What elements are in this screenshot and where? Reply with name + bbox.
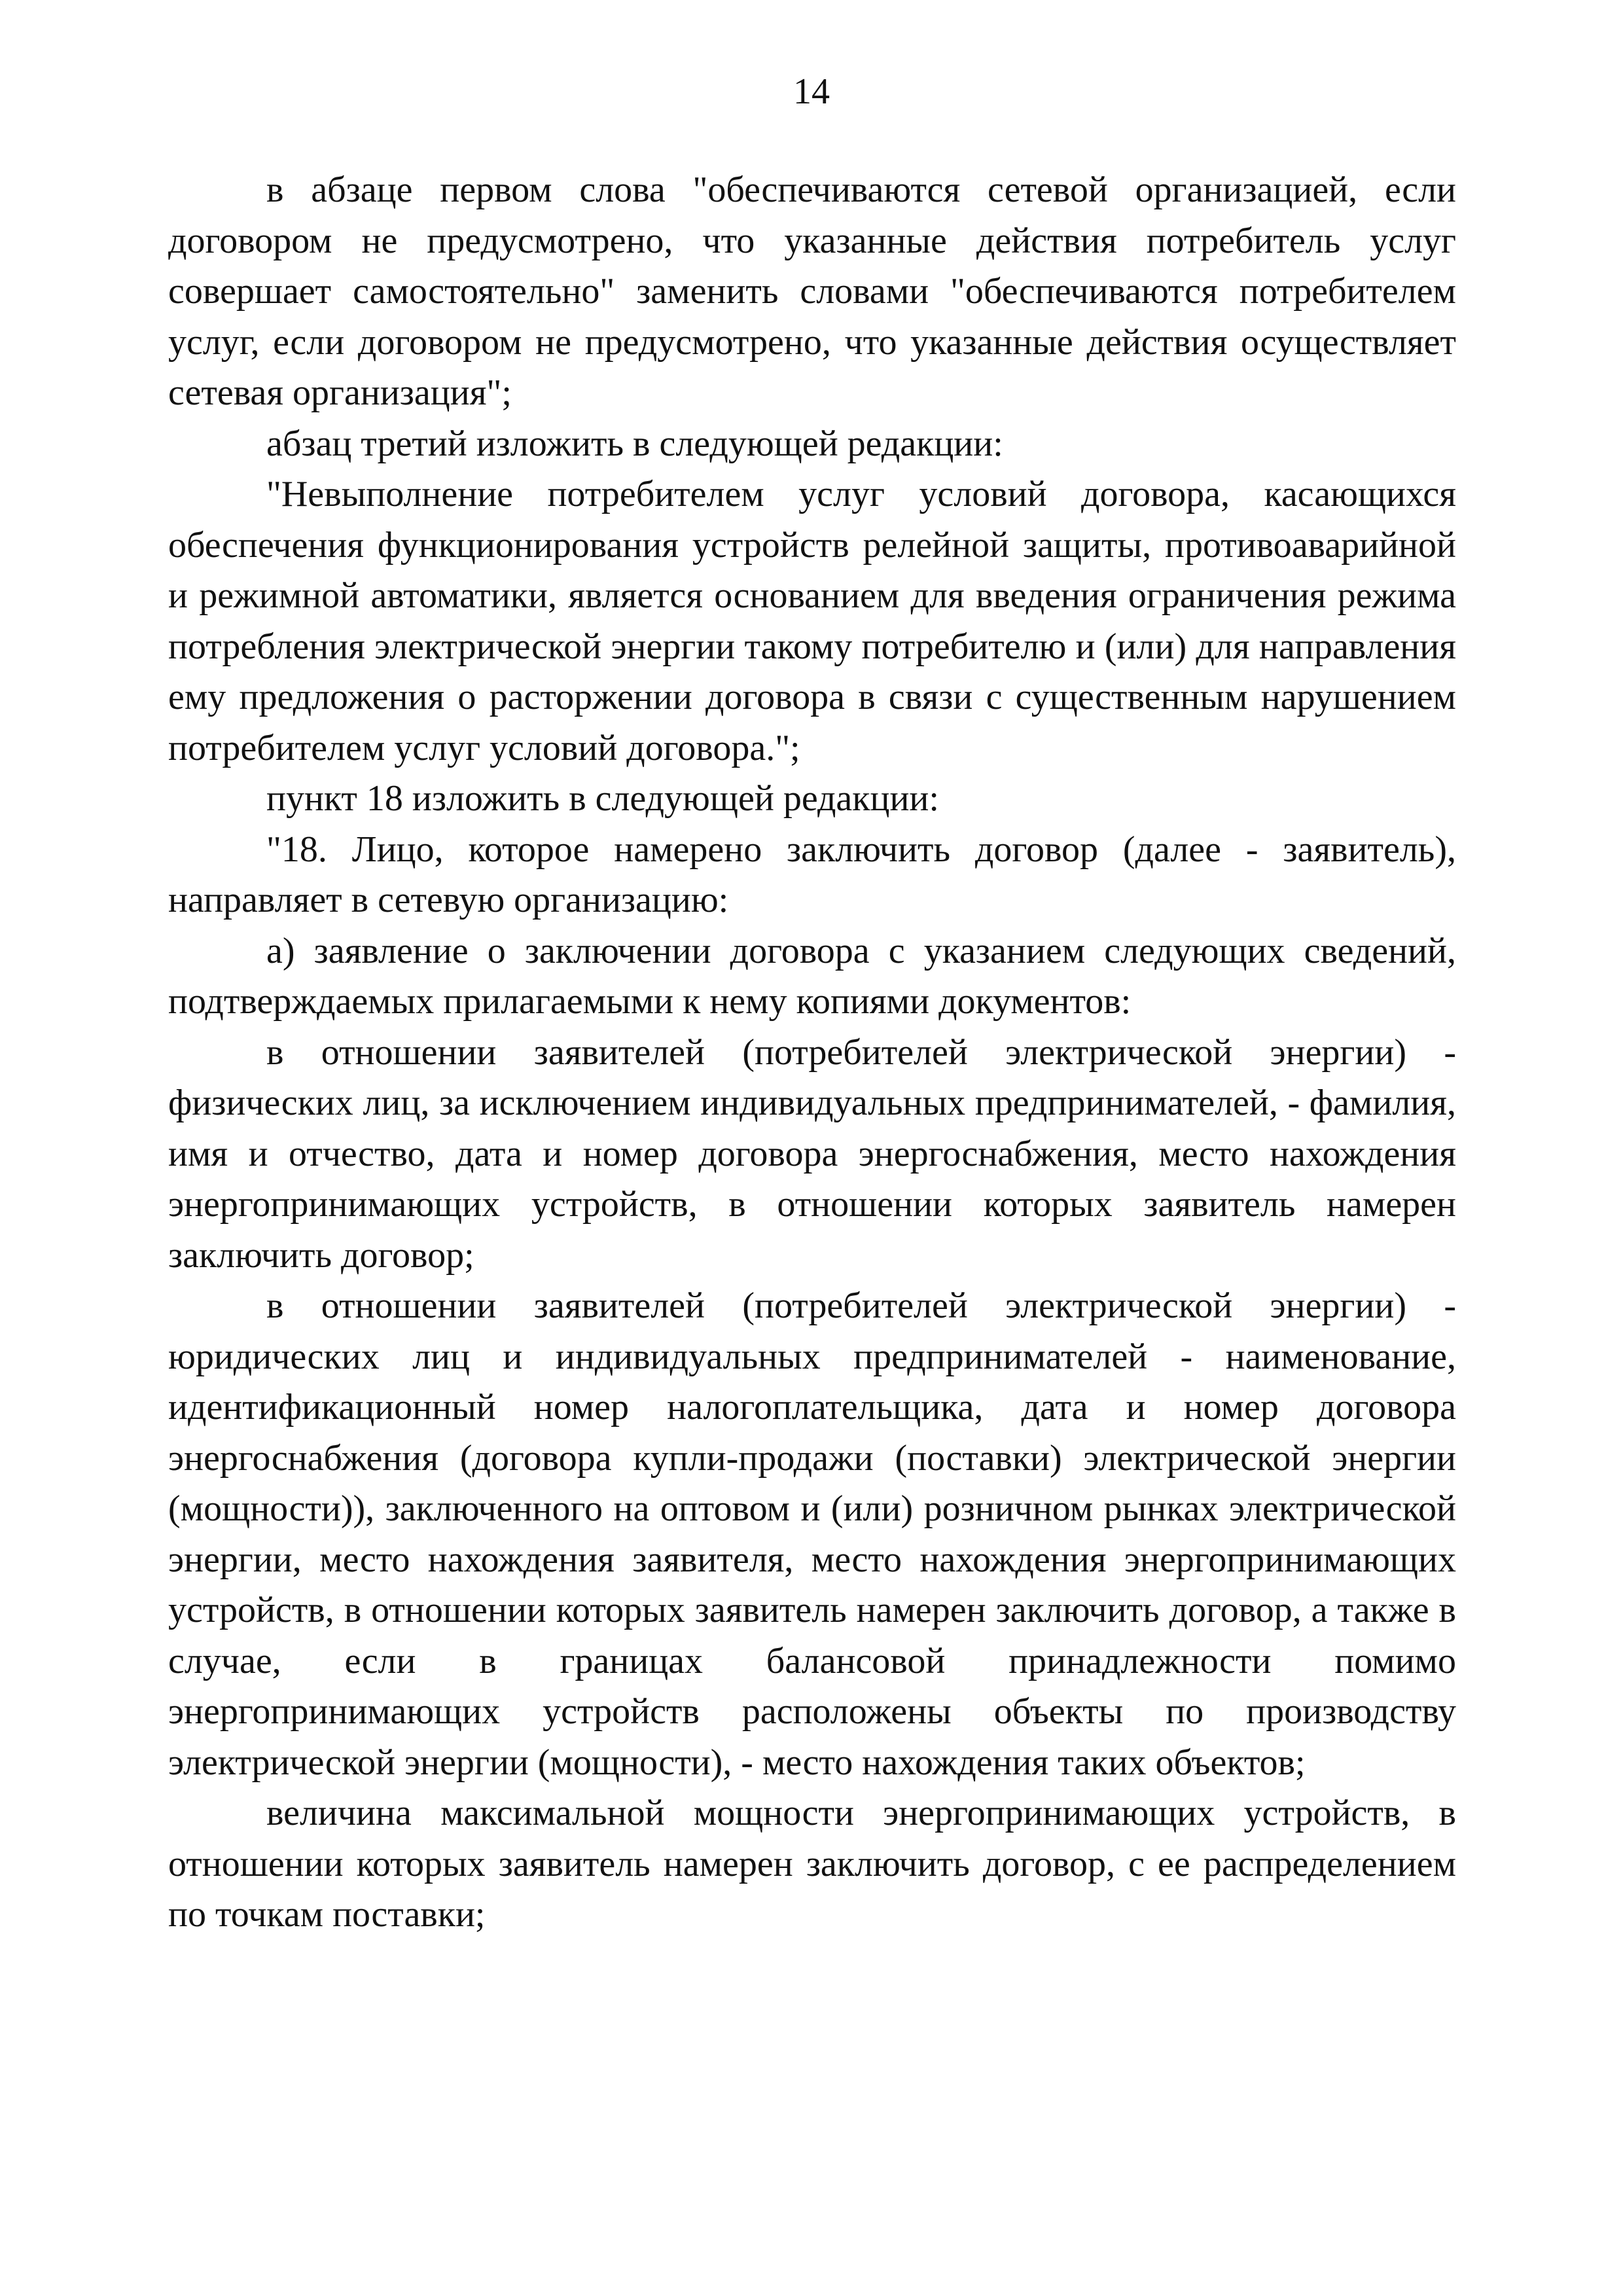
paragraph: в отношении заявителей (потребителей электрической энергии) - физических лиц, за исключением индивидуальных предпринимателей, - фамилия, имя и отчество, дата и номер договора энергоснабжения, место нахождения энергопринимающих устройств, в отношении которых заявитель намерен заключить договор;: [168, 1031, 1456, 1276]
paragraph: абзац третий изложить в следующей редакции:: [266, 423, 1003, 464]
paragraph: "Невыполнение потребителем услуг условий договора, касающихся обеспечения функционирования устройств релейной защиты, противоаварийной и режимной автоматики, является основанием для введения ограничения режима потребления электрической энергии такому потребителю и (или) для направления ему предложения о расторжении договора в связи с существенным нарушением потребителем услуг условий договора.";: [168, 474, 1456, 768]
paragraph: в абзаце первом слова "обеспечиваются сетевой организацией, если договором не предусмотрено, что указанные действия потребитель услуг совершает самостоятельно" заменить словами "обеспечиваются потребителем услуг, если договором не предусмотрено, что указанные действия осуществляет сетевая организация";: [168, 170, 1456, 413]
paragraph: величина максимальной мощности энергопринимающих устройств, в отношении которых заявитель намерен заключить договор, с ее распределением по точкам поставки;: [168, 1793, 1456, 1935]
paragraph: а) заявление о заключении договора с указанием следующих сведений, подтверждаемых прилагаемыми к нему копиями документов:: [168, 930, 1456, 1022]
document-body: [168, 165, 1456, 1941]
paragraph: "18. Лицо, которое намерено заключить договор (далее - заявитель), направляет в сетевую организацию:: [168, 829, 1456, 920]
page-number: 14: [793, 71, 830, 112]
paragraph: в отношении заявителей (потребителей электрической энергии) - юридических лиц и индивидуальных предпринимателей - наименование, идентификационный номер налогоплательщика, дата и номер договора энергоснабжения (договора купли-продажи (поставки) электрической энергии (мощности)), заключенного на оптовом и (или) розничном рынках электрической энергии, место нахождения заявителя, место нахождения энергопринимающих устройств, в отношении которых заявитель намерен заключить договор, а также в случае, если в границах балансовой принадлежности помимо энергопринимающих устройств расположены объекты по производству электрической энергии (мощности), - место нахождения таких объектов;: [168, 1285, 1456, 1783]
paragraph: пункт 18 изложить в следующей редакции:: [266, 778, 939, 819]
